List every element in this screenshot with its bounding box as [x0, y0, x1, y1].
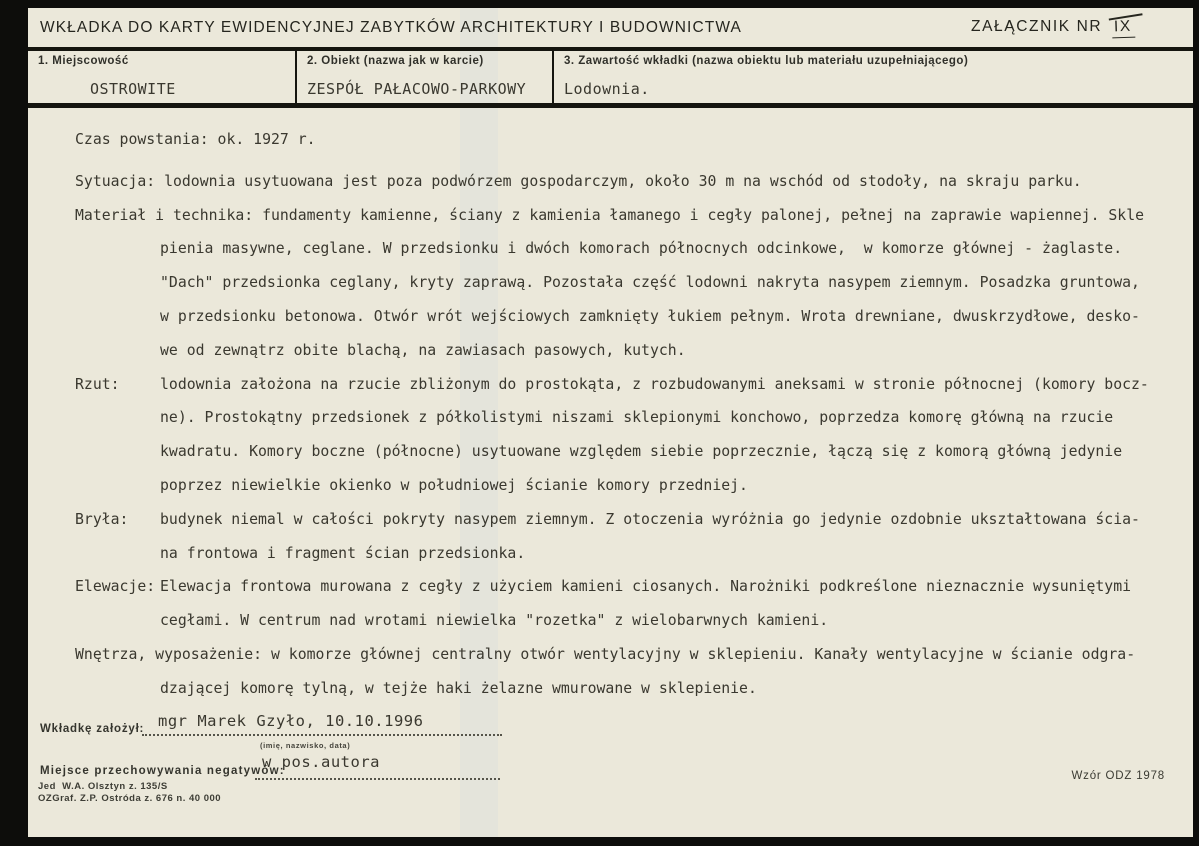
document-line: [75, 570, 1193, 604]
line-text: cegłami. W centrum nad wrotami niewielka "rozetka" z wielobarwnych kamieni.: [160, 612, 829, 630]
line-text: Materiał i technika: fundamenty kamienne, ściany z kamienia łamanego i cegły palonej, pełnej na zaprawie wapiennej. Skle: [75, 206, 1145, 224]
founder-value: mgr Marek Gzyło, 10.10.1996: [158, 712, 424, 730]
line-text: Wnętrza, wyposażenie: w komorze głównej centralny otwór wentylacyjny w sklepieniu. Kanały wentylacyjne w ścianie odgra-: [75, 645, 1136, 663]
document-line: [75, 604, 1193, 638]
founder-label: Wkładkę założył:: [40, 723, 145, 735]
form-template-mark: Wzór ODZ 1978: [1071, 770, 1165, 782]
print-info: [38, 781, 221, 804]
line-text: Sytuacja: lodownia usytuowana jest poza podwórzem gospodarczym, około 30 m na wschód od stodoły, na skraju parku.: [75, 172, 1082, 190]
document-line: [75, 435, 1193, 469]
print-info-line1: Jed W.A. Olsztyn z. 135/S: [38, 781, 168, 792]
field-object-value: ZESPÓŁ PAŁACOWO-PARKOWY: [307, 80, 527, 98]
negatives-dotted-line: [255, 778, 500, 780]
document-line: [75, 123, 1193, 157]
document-line: [75, 334, 1193, 368]
line-text: na frontowa i fragment ścian przedsionka.: [160, 544, 526, 562]
founder-dotted-line: [142, 734, 502, 736]
field-table: [28, 51, 1193, 103]
negatives-label: Miejsce przechowywania negatywów:: [40, 765, 285, 777]
line-text: poprzez niewielkie okienko w południowej ścianie komory przedniej.: [160, 476, 748, 494]
print-info-line2: OZGraf. Z.P. Ostróda z. 676 n. 40 000: [38, 792, 222, 804]
founder-caption: (imię, nazwisko, data): [260, 741, 351, 750]
attachment-number-value: IX: [1112, 17, 1136, 38]
field-locality-value: OSTROWITE: [90, 80, 176, 98]
line-text: w przedsionku betonowa. Otwór wrót wejściowych zamknięty łukiem pełnym. Wrota drewniane, dwuskrzydłowe, desko-: [160, 307, 1140, 325]
line-text: Czas powstania: ok. 1927 r.: [75, 131, 316, 148]
line-text: lodownia założona na rzucie zbliżonym do prostokąta, z rozbudowanymi aneksami w stronie północnej (komory bocz-: [160, 375, 1149, 393]
line-text: pienia masywne, ceglane. W przedsionku i dwóch komorach północnych odcinkowe, w komorze głównej - żaglaste.: [160, 240, 1123, 258]
section-label: Bryła:: [75, 510, 129, 528]
field-object: [295, 51, 552, 103]
document-line: [75, 672, 1193, 706]
document-line: [75, 300, 1193, 334]
document-line: [75, 232, 1193, 266]
attachment-label: ZAŁĄCZNIK NR: [971, 17, 1103, 35]
line-text: we od zewnątrz obite blachą, na zawiasach pasowych, kutych.: [160, 341, 686, 359]
card-title: WKŁADKA DO KARTY EWIDENCYJNEJ ZABYTKÓW ARCHITEKTURY I BUDOWNICTWA: [40, 18, 742, 36]
section-label: Rzut:: [75, 375, 120, 393]
typed-description: [28, 108, 1193, 706]
line-text: "Dach" przedsionka ceglany, kryty zaprawą. Pozostała część lodowni nakryta nasypem ziemnym. Posadzka gruntowa,: [160, 274, 1140, 292]
document-line: [75, 537, 1193, 571]
attachment-number: [971, 18, 1135, 38]
line-text: kwadratu. Komory boczne (północne) usytuowane względem siebie poprzecznie, łączą się z komorą główną jedynie: [160, 443, 1123, 461]
record-card: [28, 8, 1193, 837]
field-contents-label: 3. Zawartość wkładki (nazwa obiektu lub materiału uzupełniającego): [564, 55, 969, 67]
line-text: ne). Prostokątny przedsionek z półkolistymi niszami sklepionymi konchowo, poprzedza komorę główną na rzucie: [160, 409, 1114, 427]
document-line: [75, 401, 1193, 435]
document-line: [75, 165, 1193, 199]
field-contents: [552, 51, 1193, 103]
line-text: budynek niemal w całości pokryty nasypem ziemnym. Z otoczenia wyróżnia go jedynie ozdobnie ukształtowana ścia-: [160, 510, 1140, 528]
line-text: Elewacja frontowa murowana z cegły z użyciem kamieni ciosanych. Narożniki podkreślone nieznacznie wysuniętymi: [160, 578, 1132, 596]
card-header: [28, 8, 1193, 47]
field-contents-value: Lodownia.: [564, 80, 650, 98]
section-label: Elewacje:: [75, 578, 156, 596]
field-locality-label: 1. Miejscowość: [38, 55, 129, 67]
document-line: [75, 503, 1193, 537]
line-text: dzającej komorę tylną, w tejże haki żelazne wmurowane w sklepienie.: [160, 679, 757, 697]
field-locality: [28, 51, 295, 103]
negatives-value: w pos.autora: [262, 753, 380, 771]
document-line: [75, 638, 1193, 672]
document-line: [75, 266, 1193, 300]
document-line: [75, 199, 1193, 233]
field-object-label: 2. Obiekt (nazwa jak w karcie): [307, 55, 484, 67]
document-line: [75, 368, 1193, 402]
document-line: [75, 469, 1193, 503]
card-footer: [28, 702, 1193, 837]
